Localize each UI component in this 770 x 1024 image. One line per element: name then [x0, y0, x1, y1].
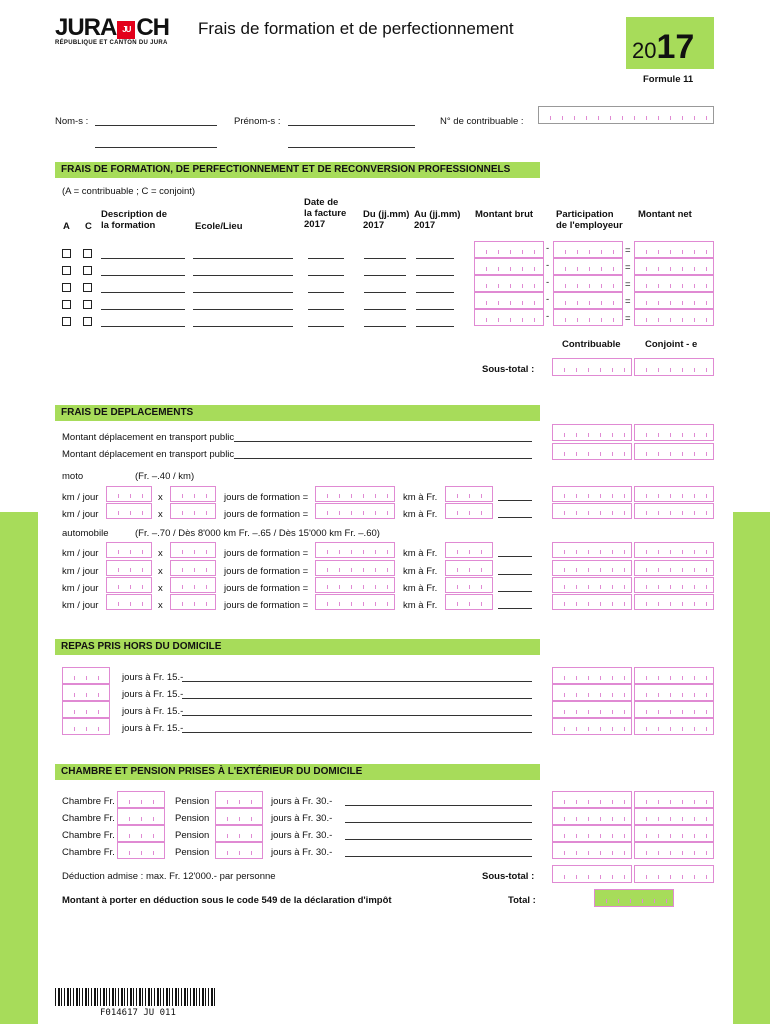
times-sign: x [158, 492, 163, 503]
equals-sign: = [625, 279, 631, 290]
equals-sign: = [625, 313, 631, 324]
conjoint-col-label: Conjoint - e [645, 339, 698, 350]
chambre-label: Chambre Fr. [62, 847, 115, 858]
km-fr-label: km à Fr. [403, 583, 438, 594]
legend-ac: (A = contribuable ; C = conjoint) [62, 186, 196, 197]
rate-field[interactable] [445, 486, 493, 502]
km-fr-label: km à Fr. [403, 509, 438, 520]
chambre-line[interactable] [345, 822, 532, 823]
rate-field[interactable] [445, 577, 493, 593]
subtotal-2-conjoint[interactable] [634, 865, 714, 883]
transport-2-conjoint[interactable] [634, 443, 714, 460]
km-per-day-field[interactable] [106, 542, 152, 558]
deduction-note: Déduction admise : max. Fr. 12'000.- par personne [62, 871, 276, 882]
days-field[interactable] [170, 560, 216, 576]
result-line[interactable] [498, 500, 532, 501]
amount-conjoint[interactable] [634, 560, 714, 576]
jours-30-label: jours à Fr. 30.- [271, 847, 333, 858]
amount-contribuable[interactable] [552, 577, 632, 593]
year-prefix: 20 [632, 38, 657, 63]
pension-field[interactable] [215, 808, 263, 825]
participation-field[interactable] [553, 241, 623, 258]
chambre-field[interactable] [117, 791, 165, 808]
montant-net-field[interactable] [634, 292, 714, 309]
participation-field[interactable] [553, 292, 623, 309]
repas-days-field[interactable] [62, 684, 110, 701]
checkbox-a[interactable] [62, 300, 71, 309]
participation-field[interactable] [553, 258, 623, 275]
repas-line[interactable] [182, 715, 532, 716]
year [632, 30, 694, 68]
jours-formation-label: jours de formation = [224, 600, 309, 611]
montant-brut-field[interactable] [474, 258, 544, 275]
minus-sign: - [546, 277, 550, 288]
date-field[interactable] [308, 258, 344, 259]
checkbox-a[interactable] [62, 249, 71, 258]
au-field[interactable] [416, 326, 454, 327]
logo-flag-icon: JU [117, 21, 135, 39]
date-field[interactable] [308, 309, 344, 310]
du-field[interactable] [364, 292, 406, 293]
automobile-label: automobile [62, 528, 109, 539]
du-field[interactable] [364, 275, 406, 276]
pension-field[interactable] [215, 842, 263, 859]
montant-net-field[interactable] [634, 309, 714, 326]
repas-line[interactable] [182, 732, 532, 733]
repas-line[interactable] [182, 681, 532, 682]
chambre-line[interactable] [345, 805, 532, 806]
du-field[interactable] [364, 258, 406, 259]
participation-field[interactable] [553, 275, 623, 292]
kmjour-label: km / jour [62, 492, 99, 503]
minus-sign: - [546, 243, 550, 254]
jours-15-label: jours à Fr. 15.- [122, 723, 184, 734]
amount-contribuable[interactable] [552, 542, 632, 558]
left-green-band [0, 512, 38, 1024]
montant-brut-field[interactable] [474, 292, 544, 309]
noms-field[interactable] [95, 125, 217, 126]
amount-conjoint[interactable] [634, 486, 714, 502]
jours-15-label: jours à Fr. 15.- [122, 706, 184, 717]
km-total-field[interactable] [315, 486, 395, 502]
col-c-header: C [85, 221, 92, 232]
description-field[interactable] [101, 309, 185, 310]
date-field[interactable] [308, 326, 344, 327]
repas-contribuable[interactable] [552, 701, 632, 718]
transport-1-label: Montant déplacement en transport public [62, 432, 235, 443]
montant-brut-field[interactable] [474, 275, 544, 292]
checkbox-c[interactable] [83, 249, 92, 258]
chambre-contribuable[interactable] [552, 808, 632, 825]
kmjour-label: km / jour [62, 566, 99, 577]
checkbox-a[interactable] [62, 266, 71, 275]
amount-contribuable[interactable] [552, 594, 632, 610]
result-line[interactable] [498, 517, 532, 518]
col-net-header: Montant net [638, 209, 692, 220]
chambre-conjoint[interactable] [634, 808, 714, 825]
chambre-conjoint[interactable] [634, 842, 714, 859]
ecole-field[interactable] [193, 275, 293, 276]
formule-label: Formule 11 [643, 74, 694, 85]
times-sign: x [158, 600, 163, 611]
pension-field[interactable] [215, 825, 263, 842]
kmjour-label: km / jour [62, 600, 99, 611]
logo [55, 16, 169, 46]
prenoms-label: Prénom-s : [234, 116, 281, 127]
transport-1-line[interactable] [234, 441, 532, 442]
col-ecole-header: Ecole/Lieu [195, 221, 243, 232]
km-per-day-field[interactable] [106, 486, 152, 502]
minus-sign: - [546, 260, 550, 271]
contribuable-label: N° de contribuable : [440, 116, 524, 127]
chambre-conjoint[interactable] [634, 825, 714, 842]
col-brut-header: Montant brut [475, 209, 534, 220]
rate-field[interactable] [445, 542, 493, 558]
au-field[interactable] [416, 309, 454, 310]
repas-conjoint[interactable] [634, 684, 714, 701]
result-line[interactable] [498, 608, 532, 609]
jours-30-label: jours à Fr. 30.- [271, 796, 333, 807]
repas-contribuable[interactable] [552, 684, 632, 701]
equals-sign: = [625, 296, 631, 307]
km-total-field[interactable] [315, 594, 395, 610]
col-du-header: Du (jj.mm) 2017 [363, 209, 410, 231]
repas-conjoint[interactable] [634, 701, 714, 718]
minus-sign: - [546, 294, 550, 305]
jours-formation-label: jours de formation = [224, 566, 309, 577]
description-field[interactable] [101, 275, 185, 276]
pension-label: Pension [175, 847, 210, 858]
minus-sign: - [546, 311, 550, 322]
section-chambre-title: CHAMBRE ET PENSION PRISES À L'EXTÉRIEUR DU DOMICILE [55, 764, 540, 780]
jours-30-label: jours à Fr. 30.- [271, 813, 333, 824]
jours-formation-label: jours de formation = [224, 492, 309, 503]
section-repas-title: REPAS PRIS HORS DU DOMICILE [55, 639, 540, 655]
section-formation-title: FRAIS DE FORMATION, DE PERFECTIONNEMENT ET DE RECONVERSION PROFESSIONNELS [55, 162, 540, 178]
pension-label: Pension [175, 813, 210, 824]
chambre-conjoint[interactable] [634, 791, 714, 808]
au-field[interactable] [416, 275, 454, 276]
logo-text-ch: CH [136, 14, 170, 41]
checkbox-c[interactable] [83, 266, 92, 275]
chambre-contribuable[interactable] [552, 825, 632, 842]
amount-conjoint[interactable] [634, 577, 714, 593]
times-sign: x [158, 548, 163, 559]
montant-deduction-label: Montant à porter en déduction sous le code 549 de la déclaration d'impôt [62, 895, 392, 906]
prenoms-field[interactable] [288, 125, 415, 126]
total-field[interactable] [594, 889, 674, 907]
chambre-label: Chambre Fr. [62, 796, 115, 807]
chambre-label: Chambre Fr. [62, 830, 115, 841]
jours-30-label: jours à Fr. 30.- [271, 830, 333, 841]
ecole-field[interactable] [193, 292, 293, 293]
days-field[interactable] [170, 594, 216, 610]
equals-sign: = [625, 262, 631, 273]
jours-formation-label: jours de formation = [224, 548, 309, 559]
chambre-field[interactable] [117, 825, 165, 842]
right-green-band [733, 512, 770, 1024]
description-field[interactable] [101, 258, 185, 259]
km-fr-label: km à Fr. [403, 492, 438, 503]
subtotal-1-conjoint[interactable] [634, 358, 714, 376]
chambre-contribuable[interactable] [552, 791, 632, 808]
transport-2-contribuable[interactable] [552, 443, 632, 460]
montant-brut-field[interactable] [474, 309, 544, 326]
rate-field[interactable] [445, 594, 493, 610]
amount-conjoint[interactable] [634, 503, 714, 519]
total-label: Total : [508, 895, 536, 906]
result-line[interactable] [498, 556, 532, 557]
contribuable-col-label: Contribuable [562, 339, 621, 350]
au-field[interactable] [416, 292, 454, 293]
pension-field[interactable] [215, 791, 263, 808]
noms-label: Nom-s : [55, 116, 89, 127]
repas-contribuable[interactable] [552, 667, 632, 684]
amount-contribuable[interactable] [552, 486, 632, 502]
days-field[interactable] [170, 542, 216, 558]
jours-15-label: jours à Fr. 15.- [122, 689, 184, 700]
ecole-field[interactable] [193, 326, 293, 327]
times-sign: x [158, 566, 163, 577]
kmjour-label: km / jour [62, 509, 99, 520]
amount-contribuable[interactable] [552, 560, 632, 576]
kmjour-label: km / jour [62, 583, 99, 594]
col-au-header: Au (jj.mm) 2017 [414, 209, 461, 231]
description-field[interactable] [101, 326, 185, 327]
subtotal-2-label: Sous-total : [482, 871, 535, 882]
km-fr-label: km à Fr. [403, 548, 438, 559]
subtotal-1-contribuable[interactable] [552, 358, 632, 376]
barcode-text: F014617 JU 011 [100, 1008, 176, 1018]
year-suffix: 17 [656, 28, 695, 66]
km-total-field[interactable] [315, 503, 395, 519]
prenoms-field-2[interactable] [288, 147, 415, 148]
km-per-day-field[interactable] [106, 560, 152, 576]
contribuable-number-field[interactable] [538, 106, 714, 124]
col-description-header: Description de la formation [101, 209, 167, 231]
chambre-field[interactable] [117, 842, 165, 859]
times-sign: x [158, 583, 163, 594]
km-fr-label: km à Fr. [403, 600, 438, 611]
jours-formation-label: jours de formation = [224, 583, 309, 594]
rate-field[interactable] [445, 560, 493, 576]
amount-conjoint[interactable] [634, 542, 714, 558]
jours-15-label: jours à Fr. 15.- [122, 672, 184, 683]
repas-days-field[interactable] [62, 701, 110, 718]
times-sign: x [158, 509, 163, 520]
km-total-field[interactable] [315, 542, 395, 558]
checkbox-c[interactable] [83, 300, 92, 309]
km-total-field[interactable] [315, 560, 395, 576]
date-field[interactable] [308, 292, 344, 293]
chambre-contribuable[interactable] [552, 842, 632, 859]
subtotal-2-contribuable[interactable] [552, 865, 632, 883]
repas-contribuable[interactable] [552, 718, 632, 735]
amount-conjoint[interactable] [634, 594, 714, 610]
km-per-day-field[interactable] [106, 594, 152, 610]
days-field[interactable] [170, 577, 216, 593]
moto-rate: (Fr. –.40 / km) [135, 471, 195, 482]
du-field[interactable] [364, 309, 406, 310]
result-line[interactable] [498, 591, 532, 592]
days-field[interactable] [170, 486, 216, 502]
km-per-day-field[interactable] [106, 577, 152, 593]
pension-label: Pension [175, 796, 210, 807]
chambre-line[interactable] [345, 856, 532, 857]
chambre-label: Chambre Fr. [62, 813, 115, 824]
repas-days-field[interactable] [62, 718, 110, 735]
transport-1-contribuable[interactable] [552, 424, 632, 441]
pension-label: Pension [175, 830, 210, 841]
subtotal-1-label: Sous-total : [482, 364, 535, 375]
barcode [55, 988, 215, 1006]
repas-line[interactable] [182, 698, 532, 699]
checkbox-a[interactable] [62, 283, 71, 292]
col-date-header: Date de la facture 2017 [304, 197, 347, 230]
repas-conjoint[interactable] [634, 667, 714, 684]
montant-net-field[interactable] [634, 241, 714, 258]
ecole-field[interactable] [193, 258, 293, 259]
automobile-rate: (Fr. –.70 / Dès 8'000 km Fr. –.65 / Dès 15'000 km Fr. –.60) [135, 528, 380, 539]
noms-field-2[interactable] [95, 147, 217, 148]
km-per-day-field[interactable] [106, 503, 152, 519]
rate-field[interactable] [445, 503, 493, 519]
moto-label: moto [62, 471, 84, 482]
transport-1-conjoint[interactable] [634, 424, 714, 441]
km-fr-label: km à Fr. [403, 566, 438, 577]
du-field[interactable] [364, 326, 406, 327]
checkbox-c[interactable] [83, 283, 92, 292]
amount-contribuable[interactable] [552, 503, 632, 519]
participation-field[interactable] [553, 309, 623, 326]
montant-net-field[interactable] [634, 258, 714, 275]
kmjour-label: km / jour [62, 548, 99, 559]
chambre-field[interactable] [117, 808, 165, 825]
chambre-line[interactable] [345, 839, 532, 840]
result-line[interactable] [498, 574, 532, 575]
col-participation-header: Participation de l'employeur [556, 209, 623, 231]
checkbox-c[interactable] [83, 317, 92, 326]
repas-conjoint[interactable] [634, 718, 714, 735]
equals-sign: = [625, 245, 631, 256]
km-total-field[interactable] [315, 577, 395, 593]
montant-net-field[interactable] [634, 275, 714, 292]
transport-2-label: Montant déplacement en transport public [62, 449, 235, 460]
page-title: Frais de formation et de perfectionnement [198, 19, 514, 38]
repas-days-field[interactable] [62, 667, 110, 684]
date-field[interactable] [308, 275, 344, 276]
ecole-field[interactable] [193, 309, 293, 310]
logo-text: JURA [55, 14, 117, 41]
montant-brut-field[interactable] [474, 241, 544, 258]
checkbox-a[interactable] [62, 317, 71, 326]
au-field[interactable] [416, 258, 454, 259]
logo-subtitle: RÉPUBLIQUE ET CANTON DU JURA [55, 40, 168, 46]
col-a-header: A [63, 221, 70, 232]
section-deplacements-title: FRAIS DE DEPLACEMENTS [55, 405, 540, 421]
description-field[interactable] [101, 292, 185, 293]
days-field[interactable] [170, 503, 216, 519]
jours-formation-label: jours de formation = [224, 509, 309, 520]
transport-2-line[interactable] [234, 458, 532, 459]
